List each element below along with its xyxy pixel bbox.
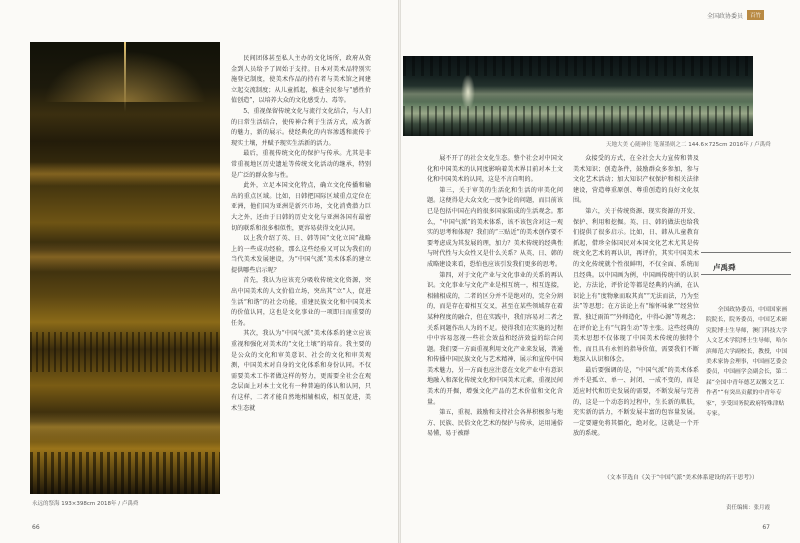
paragraph: 第三，关于审美的生活化和生活的审美化问题。这便得是大众文化一度争论的问题，而目前该已是包括中国在内的很多国家陷成的生活观念。那么，“中国气派”的美术体系，该不该包含对这一观实的思考和体现？我们的“三贴近”的美术创作要不要考虑成为其发展的理，加力？美术传统的经典性与时代性与大众性又是什么关系？从英、日、韩的成略建设来看，恐怕也应该引发我们更多的思考。 xyxy=(427,186,563,268)
paragraph: 展不开了的社会文化生态。整个社会对中国文化和中国美术的认同度影响着美术界目前对本土文化和中国美术的认同，这是不言自明的。 xyxy=(427,155,563,184)
paragraph: 第四，对于文化产业与文化事业的关系的再认识。文化事业与文化产业是相互统一，相互连接，相辅相成的，二者的区分并不是绝对的，完全分割的，而是存在着相互交叉，甚至在某些领域存在着某种程度的融合，但在实践中，我们容易对二者之关系问题作出人为的不足。使得我们在实施的过程中中容易忽视一些社会效益和经济效益的综合问题。我们要一方面重视利用文化产业来发展，普通和传播中国民族文化与艺术精神，展示和宣传中国美术魅力，另一方面也应注意在文化产业中有意识地融入和深化传统文化和中国美术元素，重视民间美术的开掘，增强文化产品的艺术价值和文化含量。 xyxy=(427,271,563,406)
paragraph: 众接受的方式，在全社会大力宣传和普及美术知识；创造条件，鼓励群众多参加，参与文化艺术活动；加大知识产权保护和相关法律建设，营造尊重原创、尊重创造的良好文化氛围。 xyxy=(573,155,699,205)
paragraph: 第五，重视、鼓励和支持社会各界积极参与地方、民族、民俗文化艺术的保护与传承，运用通俗易懂，易于被群 xyxy=(427,409,563,438)
paragraph: 最后要强调的是，“中国气派”的美术体系并不是孤立、单一、封闭、一成不变的，而是适应时代和历史发展的需要，不断发展与完善的，这是一个动态的过程中，生长新的肌肤，充实新的活力，不断发展丰富的包容量发展。一定要避免将其僵化，绝对化，这就是一个开放的系统。 xyxy=(573,366,699,438)
right-text-column-2 xyxy=(573,154,699,470)
paragraph: 最后，重视传统文化的保护与传承。尤其是非常重视地区历史遗址等传统文化活动的继承，特别是广泛的群众参与性。 xyxy=(231,150,371,179)
painting-right xyxy=(403,56,753,136)
editor-credit: 责任编辑：张月霞 xyxy=(725,505,770,511)
painting-caption-right: 天地大美 心随神往 笔谨墨则之二 144.6×725cm 2016年 / 卢禹舜 xyxy=(606,142,771,148)
header-title: 全国政协委员 xyxy=(706,12,743,20)
painting-caption-left: 永远的祭海 193×398cm 2018年 / 卢禹舜 xyxy=(32,501,139,507)
left-text-column xyxy=(231,54,371,494)
right-text-column-1 xyxy=(427,154,563,499)
paragraph: 其次，我认为“中国气派”美术体系的建立应该重视和强化对美术的“文化土壤”的培育。我主要的是公众的文化和审美意识、社会的文化和审美观测，中国美术对自身的文化体系和身份认同。不仅需要美术工作者做这样的努力，更需要全社会在观念层面上对本土文化有一种普遍的体认和认同，只有这样，二者才能自然地相辅相成，相互促进，美术生态就 xyxy=(231,330,371,412)
right-page xyxy=(401,0,800,543)
painting-left xyxy=(30,42,220,494)
bio-title: 卢禹舜 xyxy=(713,263,736,272)
paragraph: 第六，关于传统资源、现实资源的开发、保护、利用和挖掘。英、日、韩的做法也给我们提供了很多启示。比如，日、韩从儿童教育抓起，借珍全体国民对本国文化艺术尤其是传统文化艺术的再认识，再评价，其实中国美术的文化传统就个性很鲜明，不仅全面、系统而且经典。以中国画为例，中国画传统中的认识论，方法论，评价论等都是经典的内涵，在认识论上有“度物象而取其真”“无法而法，乃为至法”等思想；在方法论上有“缩怀味象”“经营位置、独迁雨笛”“外师造化，中得心源”等观念；在评价论上有“气韵生动”等主张。这些经典的美术思想不仅体现了中国美术传统的独特个性，而且具有永恒的指导价值，需要我们不断地深入认识和体会。 xyxy=(573,207,699,364)
running-header xyxy=(707,10,764,20)
bio-divider-top xyxy=(701,252,791,253)
bio-divider-bottom xyxy=(701,274,791,275)
artist-bio xyxy=(706,305,788,419)
paragraph: 民间团体甚至私人主办的文化场所，政府从资金到人员给予了固始于支持。日本对美术品特别实施登记制度，使美术作品的持有者与美术馆之间建立起交流制度；从儿童抓起，推进全民参与“感性价值创造”，以培养大众的文化感受力、毒等。 xyxy=(231,55,371,105)
left-page xyxy=(0,0,398,543)
paragraph: 以上我介绍了英、日、韩等国“文化立国”战略上的一些成功经验，那么这些经验又可以为我们的当代美术发展建设，为“中国气派”美术体系的建立提供哪些启示呢？ xyxy=(231,235,371,274)
paragraph: 5、重视保留传统文化与流行文化结合，与人们的日常生活结合，使传神合利于生活方式，成为新的魅力，新的展示。使经典化的内容渗透和流传于现实土壤，并赋予现实生活新的活力。 xyxy=(231,107,371,147)
bio-text: 全国政协委员，中国国家画院院长，院务委员，中国艺术研究院博士生导师，澳门科技大学人文艺术学院博士生导师，哈尔滨师范大学副校长，教授，中国美术家协会理事，中国画艺委会委员，中国画学会副会长，第二届“全国中青年德艺双馨文艺工作者”“有突出贡献的中青年专家”，享受国务院政府特殊津贴专家。 xyxy=(706,307,788,418)
paragraph: 首先，我认为应该充分吸收传统文化资源，突出中国美术的人文价值立场，突出其“立”人，促进生活“和谐”的社会功能，重建民族文化和中国美术的价值认同，这也是文化事业的一项即日而重要的任务。 xyxy=(231,277,371,327)
paragraph: 此外，立足本国文化特点，确立文化传播和输出的重点区域。比如，日韩把国际区域重点定位在亚洲，他们国为亚洲是新兴市场，文化消费潜力巨大之外，还由于日韩的历史文化与亚洲各国有最密切的联系和很多相似性，更容易获得文化认同。 xyxy=(231,182,371,232)
page-number-left: 66 xyxy=(32,524,40,531)
header-tag: 百竹 xyxy=(747,10,764,20)
page-number-right: 67 xyxy=(762,524,770,531)
source-note: （文本节选自《关于“中国气派”美术体系建设的若干思考》） xyxy=(604,475,758,481)
